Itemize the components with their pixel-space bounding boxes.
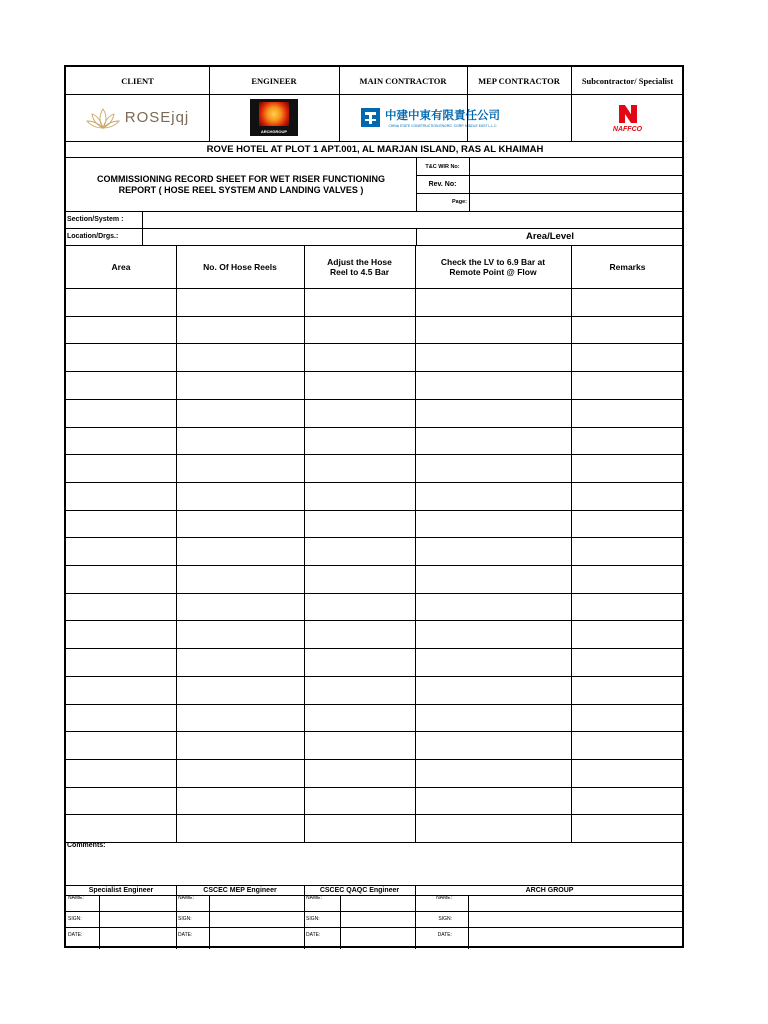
table-cell[interactable] [304,787,415,815]
table-cell[interactable] [415,482,571,510]
table-cell[interactable] [304,343,415,371]
table-cell[interactable] [66,676,176,704]
grid-line [176,245,177,842]
commissioning-record-sheet [64,65,684,948]
table-cell[interactable] [176,620,304,648]
rev-label: Rev. No: [428,180,457,188]
table-cell[interactable] [176,565,304,593]
table-cell[interactable] [304,399,415,427]
signature-field[interactable] [340,895,415,911]
column-header: Remarks [609,261,646,272]
rev-value[interactable] [469,175,684,193]
signature-party: CSCEC QAQC Engineer [319,886,400,894]
signature-field[interactable] [99,927,176,943]
table-cell[interactable] [415,593,571,621]
grid-line [209,67,210,141]
table-cell[interactable] [304,537,415,565]
grid-line [176,885,177,949]
table-cell[interactable] [304,316,415,344]
table-cell[interactable] [66,537,176,565]
table-cell[interactable] [304,759,415,787]
table-cell[interactable] [571,316,684,344]
grid-line [66,316,684,317]
table-cell[interactable] [304,814,415,842]
signature-label: DATE: [306,932,321,938]
table-cell[interactable] [66,482,176,510]
table-cell[interactable] [66,787,176,815]
engineer-header: ENGINEER [251,75,297,86]
table-cell[interactable] [415,731,571,759]
signature-label: NAME: [68,895,84,901]
table-cell[interactable] [571,343,684,371]
main-contractor-header: MAIN CONTRACTOR [359,75,447,86]
wir-label: T&C WIR No: [425,163,460,170]
mep-contractor-header: MEP CONTRACTOR [478,75,560,86]
signature-label: DATE: [178,932,193,938]
signature-field[interactable] [209,911,304,927]
table-cell[interactable] [571,814,684,842]
table-cell[interactable] [66,704,176,732]
table-cell[interactable] [176,593,304,621]
table-cell[interactable] [66,593,176,621]
table-cell[interactable] [571,427,684,455]
subcontractor-logo [571,94,684,141]
lotus-icon [86,106,120,130]
grid-line [66,141,684,142]
table-cell[interactable] [415,759,571,787]
grid-line [66,211,684,212]
column-header: No. Of Hose Reels [203,261,277,272]
table-cell[interactable] [176,371,304,399]
signature-field[interactable] [468,927,684,943]
table-cell[interactable] [66,510,176,538]
grid-line [66,620,684,621]
table-cell[interactable] [66,565,176,593]
table-cell[interactable] [176,510,304,538]
signature-field[interactable] [340,927,415,943]
signature-label: SIGN: [68,916,82,922]
signature-field[interactable] [99,911,176,927]
table-cell[interactable] [415,814,571,842]
table-cell[interactable] [176,537,304,565]
grid-line [415,885,416,949]
signature-field[interactable] [209,927,304,943]
column-header: Check the LV to 6.9 Bar at Remote Point @ Flow [440,256,546,277]
signature-field[interactable] [99,895,176,911]
table-cell[interactable] [66,814,176,842]
grid-line [304,885,305,949]
table-cell[interactable] [571,537,684,565]
grid-line [66,704,684,705]
table-cell[interactable] [176,704,304,732]
signature-label: DATE: [68,932,83,938]
grid-line [304,245,305,842]
signature-party: ARCH GROUP [525,886,574,894]
grid-line [66,648,684,649]
table-cell[interactable] [415,343,571,371]
grid-line [66,343,684,344]
table-cell[interactable] [415,620,571,648]
table-cell[interactable] [66,288,176,316]
report-title [66,158,416,211]
signature-field[interactable] [340,911,415,927]
table-cell[interactable] [415,427,571,455]
wir-value[interactable] [469,158,684,175]
grid-line [66,510,684,511]
grid-line [66,288,684,289]
table-cell[interactable] [176,787,304,815]
table-cell[interactable] [415,399,571,427]
table-cell[interactable] [304,510,415,538]
location-label: Location/Drgs.: [67,233,119,240]
table-cell[interactable] [304,593,415,621]
grid-line [467,67,468,141]
table-cell[interactable] [571,371,684,399]
grid-line [66,94,684,95]
section-value[interactable] [142,211,684,228]
table-cell[interactable] [176,731,304,759]
area-level-label: Area/Level [525,231,575,242]
table-cell[interactable] [415,371,571,399]
table-cell[interactable] [415,510,571,538]
table-cell[interactable] [304,427,415,455]
signature-party: Specialist Engineer [88,886,154,894]
table-cell[interactable] [415,676,571,704]
grid-line [66,482,684,483]
table-cell[interactable] [176,454,304,482]
table-cell[interactable] [176,676,304,704]
signature-label: NAME: [436,895,452,901]
table-cell[interactable] [176,759,304,787]
engineer-logo-text: ARCHGROUP [260,129,288,134]
signature-label: SIGN: [438,916,452,922]
table-cell[interactable] [304,565,415,593]
naffco-n-icon [617,103,639,125]
table-cell[interactable] [176,343,304,371]
table-cell[interactable] [176,288,304,316]
grid-line [66,454,684,455]
signature-field[interactable] [468,911,684,927]
grid-line [66,814,684,815]
table-cell[interactable] [571,510,684,538]
table-cell[interactable] [176,316,304,344]
grid-line [66,537,684,538]
table-cell[interactable] [571,482,684,510]
table-cell[interactable] [571,454,684,482]
table-cell[interactable] [571,288,684,316]
grid-line [339,67,340,141]
grid-line [66,927,684,928]
table-cell[interactable] [415,648,571,676]
cscec-emblem-icon [361,108,380,127]
grid-line [340,895,341,949]
grid-line [66,895,684,896]
table-cell[interactable] [571,759,684,787]
section-label: Section/System : [67,216,124,223]
grid-line [99,895,100,949]
grid-line [66,593,684,594]
subcontractor-header: Subcontractor/ Specialist [581,75,674,86]
grid-line [209,895,210,949]
client-header: CLIENT [121,75,154,86]
table-cell[interactable] [415,537,571,565]
grid-line [66,885,684,886]
main-contractor-logo [339,94,571,141]
table-cell[interactable] [66,759,176,787]
table-cell[interactable] [304,288,415,316]
comments-label: Comments: [67,842,106,849]
grid-line [469,157,470,211]
table-cell[interactable] [304,704,415,732]
grid-line [66,245,684,246]
grid-line [66,787,684,788]
grid-line [571,245,572,842]
table-cell[interactable] [415,454,571,482]
grid-line [66,399,684,400]
table-cell[interactable] [571,676,684,704]
table-cell[interactable] [304,676,415,704]
project-title: ROVE HOTEL AT PLOT 1 APT.001, AL MARJAN ISLAND, RAS AL KHAIMAH [206,143,544,155]
table-cell[interactable] [304,371,415,399]
grid-line [142,211,143,245]
table-cell[interactable] [176,814,304,842]
main-contractor-logo-text: 中建中東有限責任公司 [385,108,500,122]
table-cell[interactable] [176,648,304,676]
table-cell[interactable] [571,565,684,593]
table-cell[interactable] [66,620,176,648]
table-cell[interactable] [571,648,684,676]
signature-label: NAME: [306,895,322,901]
grid-line [416,228,417,245]
table-cell[interactable] [571,787,684,815]
grid-line [66,228,684,229]
column-header: Adjust the Hose Reel to 4.5 Bar [327,256,392,277]
table-cell[interactable] [66,371,176,399]
table-cell[interactable] [415,316,571,344]
comments-field[interactable] [66,854,684,885]
signature-field[interactable] [468,895,684,911]
grid-line [66,427,684,428]
grid-line [66,565,684,566]
table-cell[interactable] [176,482,304,510]
table-cell[interactable] [571,593,684,621]
column-header: Area [111,261,131,272]
table-cell[interactable] [304,454,415,482]
table-cell[interactable] [66,316,176,344]
table-cell[interactable] [415,565,571,593]
table-cell[interactable] [304,620,415,648]
grid-line [66,842,684,843]
grid-line [416,193,684,194]
grid-line [416,175,684,176]
signature-party: CSCEC MEP Engineer [203,886,277,894]
grid-line [66,759,684,760]
table-cell[interactable] [304,648,415,676]
grid-line [66,911,684,912]
table-cell[interactable] [66,454,176,482]
page-value[interactable] [469,193,684,211]
signature-label: SIGN: [178,916,192,922]
table-cell[interactable] [66,343,176,371]
table-cell[interactable] [304,731,415,759]
table-cell[interactable] [66,648,176,676]
page-label: Page: [452,199,467,205]
main-contractor-logo-subtext: CHINA STATE CONSTRUCTION ENGRG. CORP. MIDDLE EAST L.L.C [388,124,497,128]
signature-label: NAME: [178,895,194,901]
table-cell[interactable] [176,427,304,455]
arch-square-icon [259,102,289,126]
signature-label: DATE: [437,932,452,938]
client-logo [66,94,209,141]
subcontractor-logo-text: NAFFCO [612,125,643,133]
client-logo-text: ROSEjqj [124,109,190,126]
table-cell[interactable] [415,787,571,815]
grid-line [468,895,469,949]
table-cell[interactable] [415,288,571,316]
engineer-logo [209,94,339,141]
grid-line [416,157,417,211]
signature-label: SIGN: [306,916,320,922]
table-cell[interactable] [66,731,176,759]
table-cell[interactable] [571,399,684,427]
grid-line [66,731,684,732]
table-cell[interactable] [66,399,176,427]
report-title-line1: COMMISSIONING RECORD SHEET FOR WET RISER FUNCTIONING [96,173,385,184]
table-cell[interactable] [571,620,684,648]
table-cell[interactable] [66,427,176,455]
report-title-line2: REPORT ( HOSE REEL SYSTEM AND LANDING VALVES ) [118,184,364,195]
table-cell[interactable] [571,731,684,759]
location-value[interactable] [142,228,416,245]
grid-line [415,245,416,842]
grid-line [66,157,684,158]
table-cell[interactable] [176,399,304,427]
signature-field[interactable] [209,895,304,911]
table-cell[interactable] [415,704,571,732]
table-cell[interactable] [571,704,684,732]
grid-line [66,371,684,372]
table-cell[interactable] [304,482,415,510]
grid-line [66,676,684,677]
grid-line [571,67,572,141]
